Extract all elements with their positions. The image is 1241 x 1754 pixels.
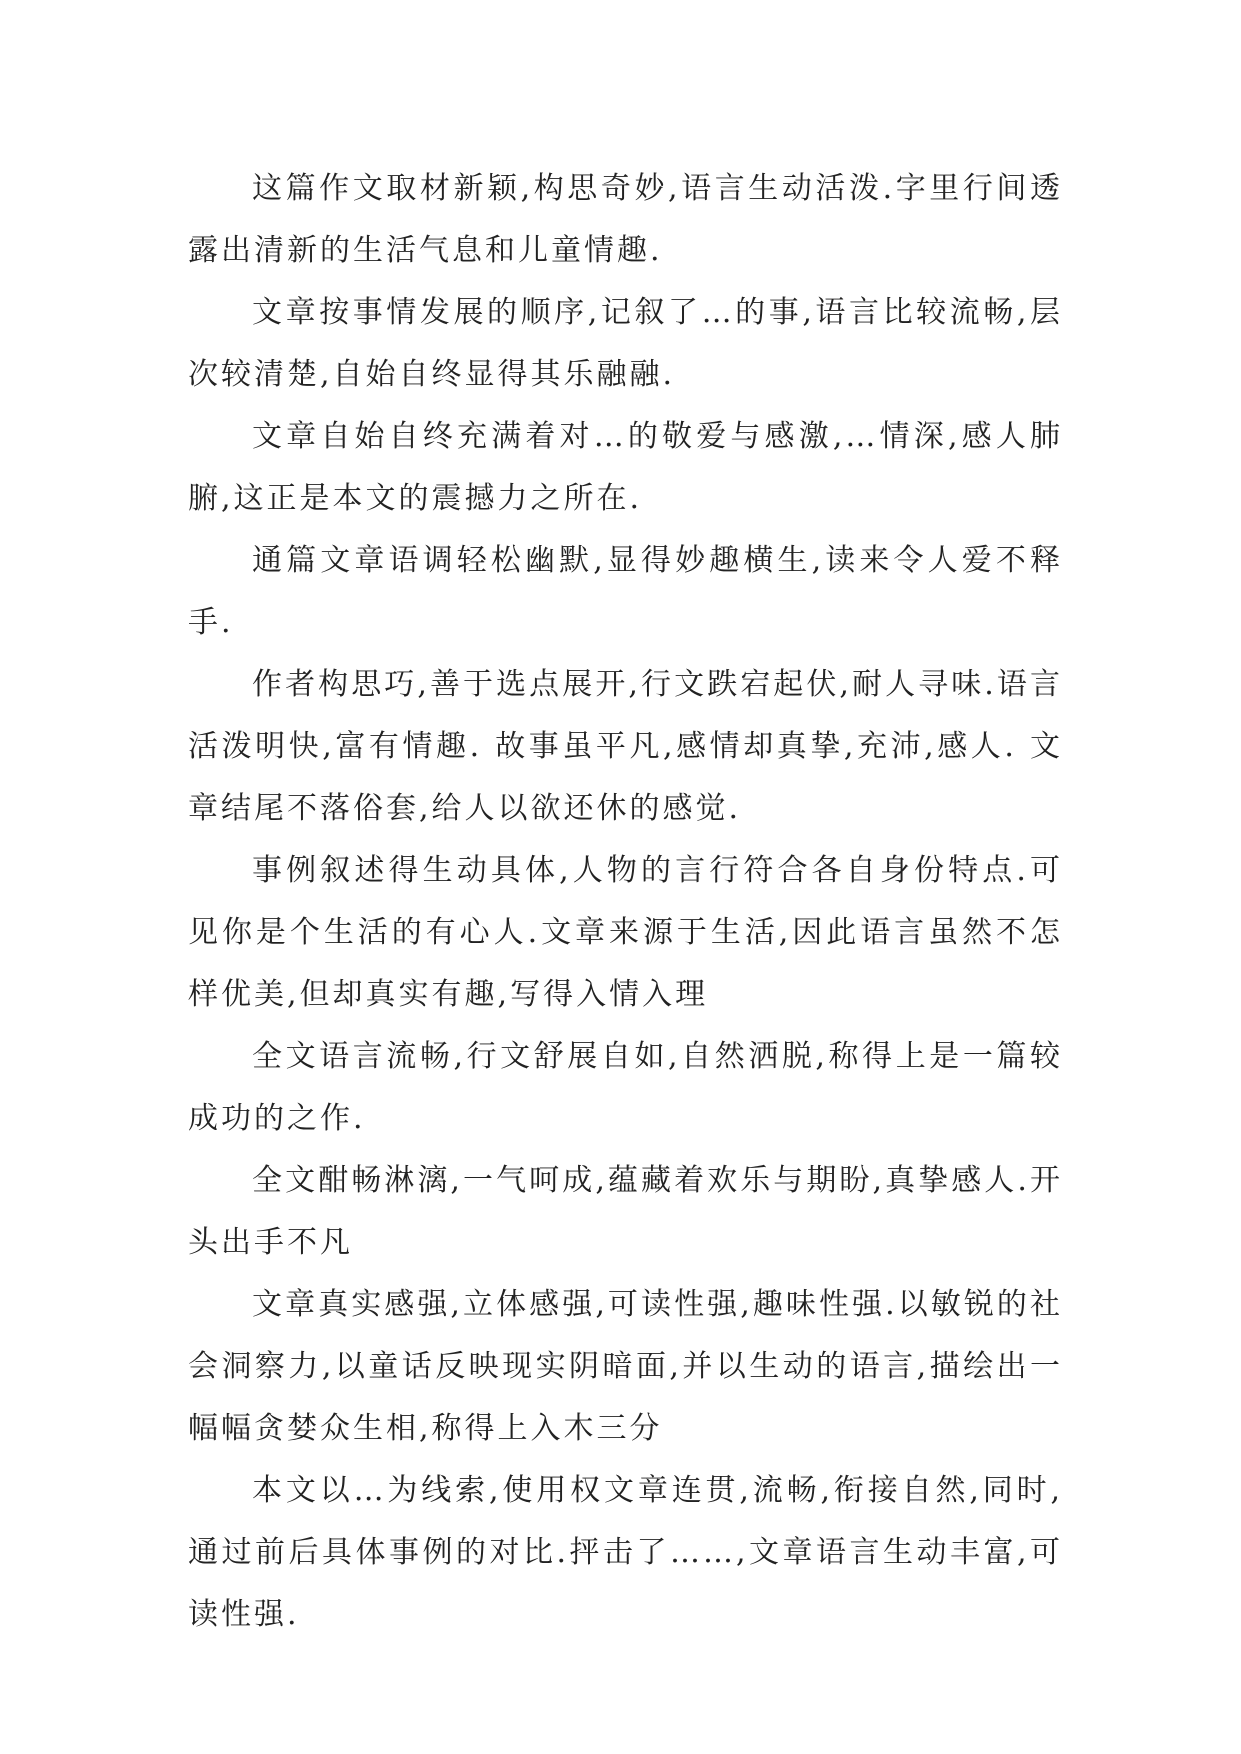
paragraph: 通篇文章语调轻松幽默,显得妙趣横生,读来令人爱不释手. (188, 543, 1063, 640)
paragraph: 作者构思巧,善于选点展开,行文跌宕起伏,耐人寻味.语言活泼明快,富有情趣. 故事虽平凡,感情却真挚,充沛,感人. 文章结尾不落俗套,给人以欲还休的感觉. (188, 667, 1063, 826)
paragraph: 文章真实感强,立体感强,可读性强,趣味性强.以敏锐的社会洞察力,以童话反映现实阴暗面,并以生动的语言,描绘出一幅幅贪婪众生相,称得上入木三分 (188, 1287, 1063, 1446)
paragraph: 文章自始自终充满着对…的敬爱与感激,…情深,感人肺腑,这正是本文的震撼力之所在. (188, 419, 1063, 516)
paragraph: 全文语言流畅,行文舒展自如,自然洒脱,称得上是一篇较成功的之作. (188, 1039, 1063, 1136)
paragraph: 文章按事情发展的顺序,记叙了…的事,语言比较流畅,层次较清楚,自始自终显得其乐融融. (188, 295, 1063, 392)
paragraph: 事例叙述得生动具体,人物的言行符合各自身份特点.可见你是个生活的有心人.文章来源于生活,因此语言虽然不怎样优美,但却真实有趣,写得入情入理 (188, 853, 1063, 1012)
paragraph: 本文以…为线索,使用权文章连贯,流畅,衔接自然,同时,通过前后具体事例的对比.抨击了……,文章语言生动丰富,可读性强. (188, 1473, 1063, 1632)
document-body (188, 158, 1063, 1646)
paragraph: 全文酣畅淋漓,一气呵成,蕴藏着欢乐与期盼,真挚感人.开头出手不凡 (188, 1163, 1063, 1260)
paragraph: 这篇作文取材新颖,构思奇妙,语言生动活泼.字里行间透露出清新的生活气息和儿童情趣. (188, 171, 1063, 268)
